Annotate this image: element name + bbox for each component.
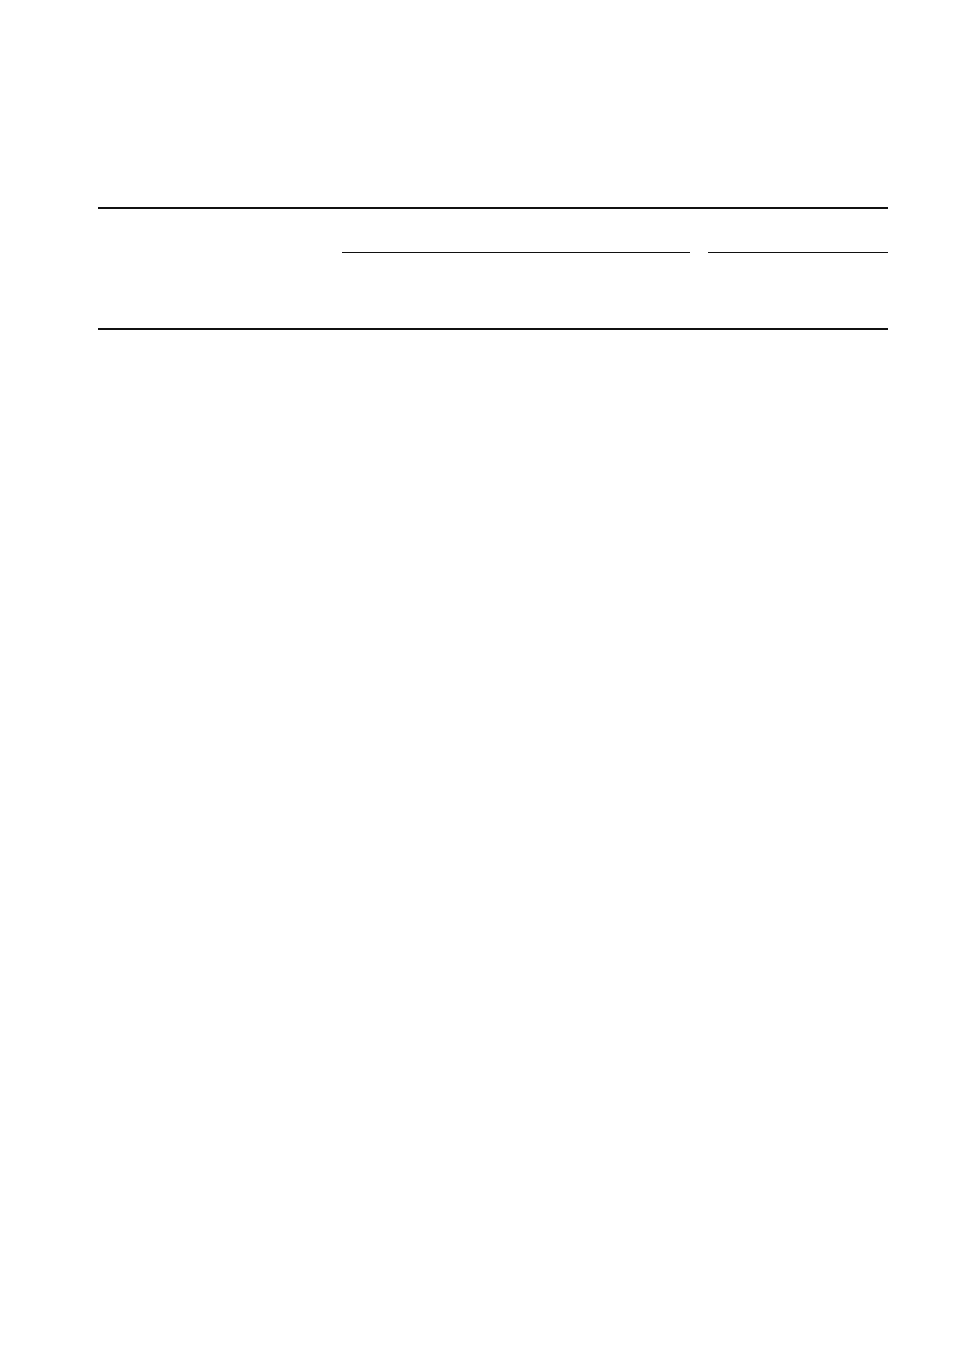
top-rule xyxy=(98,207,888,209)
header-bottom-rule xyxy=(98,328,888,330)
buffalo-group-rule xyxy=(708,252,888,253)
cattle-group-rule xyxy=(342,252,690,253)
